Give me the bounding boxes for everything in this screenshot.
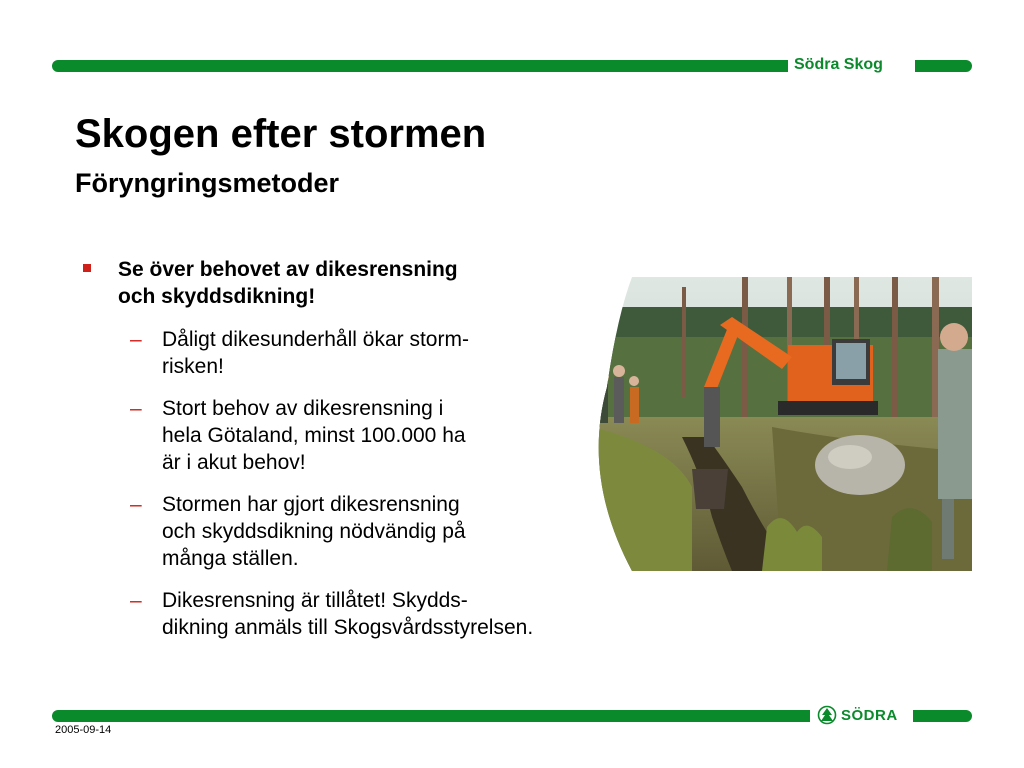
sub-bullet-line: dikning anmäls till Skogsvårdsstyrelsen. bbox=[162, 616, 534, 639]
header-bar-right bbox=[915, 60, 972, 72]
sub-bullet-line: Dåligt dikesunderhåll ökar storm- bbox=[162, 328, 469, 351]
dash-marker: – bbox=[130, 493, 142, 516]
slide-content bbox=[83, 256, 623, 656]
main-bullet-line: Se över behovet av dikesrensning bbox=[118, 258, 458, 281]
sub-bullet-line: Dikesrensning är tillåtet! Skydds- bbox=[162, 589, 468, 612]
sub-bullet-line: och skyddsdikning nödvändig på bbox=[162, 520, 466, 543]
sodra-emblem-icon bbox=[817, 705, 837, 725]
dash-marker: – bbox=[130, 397, 142, 420]
sub-bullet-line: risken! bbox=[162, 355, 224, 378]
footer-bar-left bbox=[52, 710, 810, 722]
sub-bullet-line: Stort behov av dikesrensning i bbox=[162, 397, 444, 420]
dash-marker: – bbox=[130, 328, 142, 351]
sub-bullet bbox=[83, 587, 623, 641]
sub-bullet-line: är i akut behov! bbox=[162, 451, 306, 474]
sub-bullet-line: Stormen har gjort dikesrensning bbox=[162, 493, 460, 516]
dash-marker: – bbox=[130, 589, 142, 612]
sub-bullet bbox=[83, 326, 623, 380]
logo-text: SÖDRA bbox=[841, 706, 898, 724]
sub-bullet bbox=[83, 491, 623, 572]
bullet-square-icon bbox=[83, 264, 91, 272]
sub-bullet bbox=[83, 395, 623, 476]
header-bar-left bbox=[52, 60, 788, 72]
main-bullet bbox=[83, 256, 623, 310]
header-brand: Södra Skog bbox=[794, 56, 883, 73]
footer-bar-right bbox=[913, 710, 972, 722]
sub-bullet-line: hela Götaland, minst 100.000 ha bbox=[162, 424, 466, 447]
slide-subtitle: Föryngringsmetoder bbox=[75, 168, 340, 198]
sub-bullet-list bbox=[83, 326, 623, 641]
slide-date: 2005-09-14 bbox=[55, 724, 112, 736]
forest-ditch-photo bbox=[592, 277, 972, 571]
main-bullet-line: och skyddsdikning! bbox=[118, 285, 316, 308]
sub-bullet-line: många ställen. bbox=[162, 547, 299, 570]
slide-title: Skogen efter stormen bbox=[75, 112, 487, 156]
sodra-logo bbox=[817, 705, 898, 725]
